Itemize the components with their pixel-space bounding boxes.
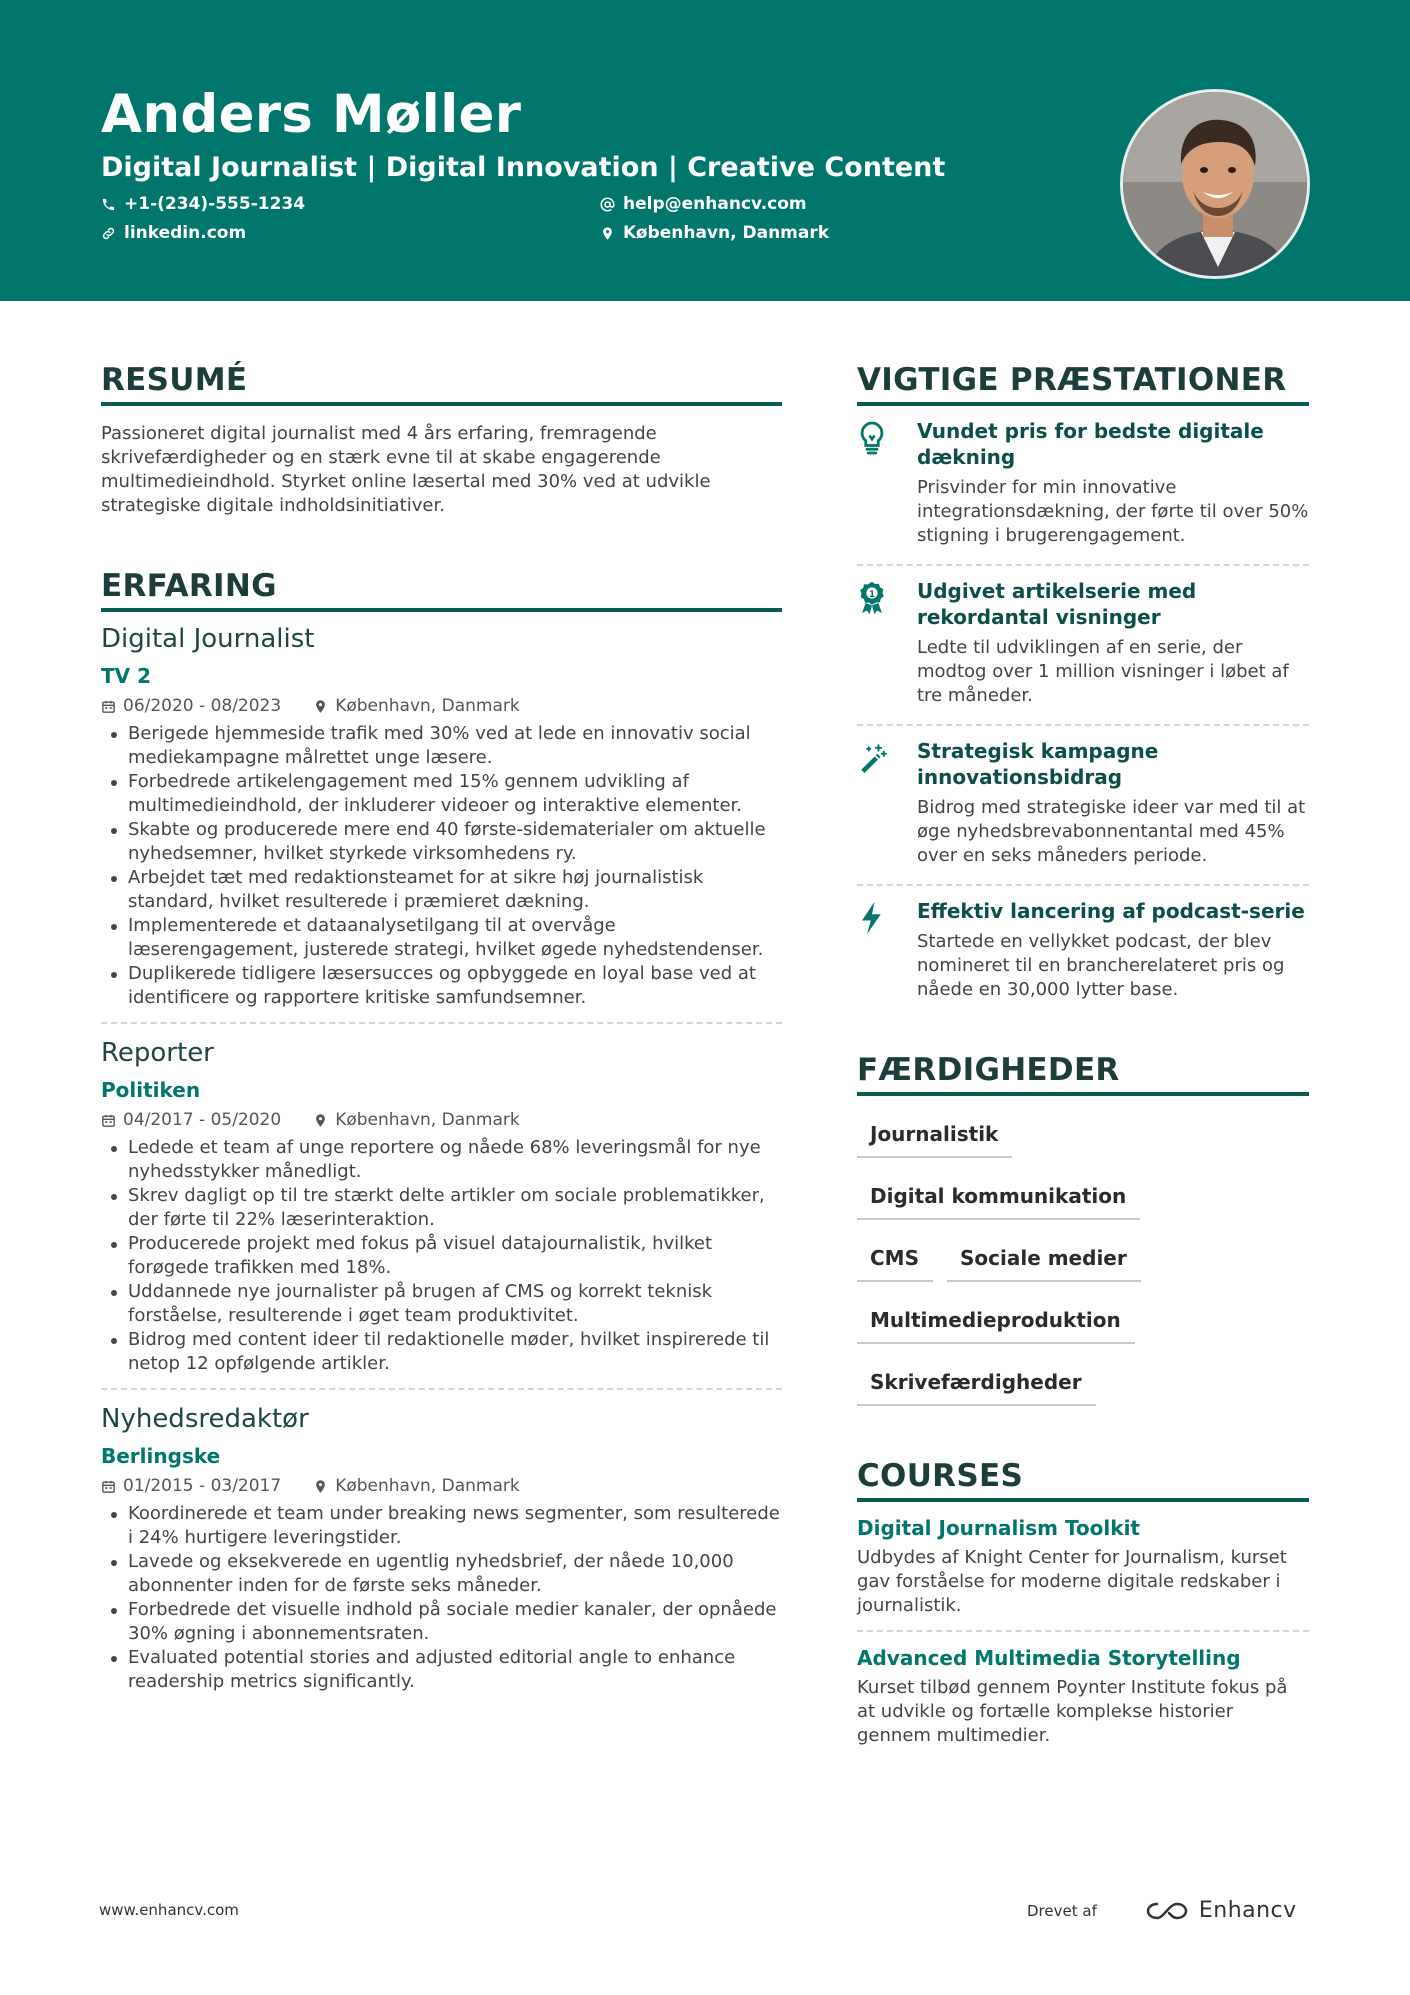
candidate-name: Anders Møller [101,84,522,145]
job-bullet: Forbedrede det visuelle indhold på sociale medier kanaler, der opnåede 30% øgning i abonnementsraten. [101,1598,782,1646]
job-location [313,1110,520,1130]
course-list [857,1502,1309,1760]
job-location [313,1476,520,1496]
achievement-item [857,726,1309,886]
location-pin-icon [313,699,328,714]
achievement-description: Prisvinder for min innovative integrationsdækning, der førte til over 50% stigning i brugerengagement. [917,477,1309,546]
lightbulb-icon [857,418,917,548]
infinity-logo-icon [1145,1900,1191,1922]
job-bullet: Arbejdet tæt med redaktionsteamet for at sikre høj journalistisk standard, hvilket resulterede i præmieret dækning. [101,866,782,914]
skill-tag: Journalistik [857,1110,1012,1158]
right-column [857,362,1309,1760]
calendar-icon [101,699,116,714]
job-meta [101,696,782,716]
job-company: TV 2 [101,664,151,688]
job-bullet: Duplikerede tidligere læsersucces og opbyggede en loyal base ved at identificere og rapportere kritiske samfundsemner. [101,962,782,1010]
job-bullets [101,722,782,1010]
footer-website[interactable]: www.enhancv.com [99,1901,239,1919]
summary-section [101,362,782,518]
location-pin-icon [313,1113,328,1128]
job-location-text: København, Danmark [335,1476,520,1496]
achievement-body [917,898,1309,1002]
location-text: København, Danmark [623,223,830,243]
calendar-icon [101,1113,116,1128]
achievement-title: Udgivet artikelserie med rekordantal visninger [917,579,1197,629]
achievement-body [917,578,1309,708]
contact-location [600,223,829,243]
job-bullet: Ledede et team af unge reportere og nåede 68% leveringsmål for nye nyhedsstykker månedligt. [101,1136,782,1184]
footer-branding [1027,1898,1297,1923]
job-location [313,696,520,716]
job-bullet: Evaluated potential stories and adjusted editorial angle to enhance readership metrics significantly. [101,1646,782,1694]
job-bullet: Bidrog med content ideer til redaktionelle møder, hvilket inspirerede til netop 12 opfølgende artikler. [101,1328,782,1376]
achievement-title: Vundet pris for bedste digitale dækning [917,419,1264,469]
magic-wand-icon [857,738,917,868]
course-description: Udbydes af Knight Center for Journalism, kurset gav forståelse for moderne digitale redskaber i journalistik. [857,1547,1287,1616]
brand-text: Enhancv [1198,1898,1297,1923]
achievement-title: Effektiv lancering af podcast-serie [917,899,1305,923]
achievement-description: Ledte til udviklingen af en serie, der modtog over 1 million visninger i løbet af tre måneder. [917,637,1289,706]
skill-tag: Skrivefærdigheder [857,1358,1096,1406]
job-location-text: København, Danmark [335,696,520,716]
link-icon [101,226,116,241]
courses-section [857,1458,1309,1760]
email-text: help@enhancv.com [623,194,807,214]
achievements-heading: VIGTIGE PRÆSTATIONER [857,362,1309,406]
job-bullet: Implementerede et dataanalysetilgang til at overvåge læserengagement, justerede strategi, hvilket øgede nyhedstendenser. [101,914,782,962]
contact-email[interactable] [600,194,807,214]
profile-photo [1120,89,1310,279]
course-description: Kurset tilbød gennem Poynter Institute fokus på at udvikle og fortælle komplekse historier gennem multimedier. [857,1677,1288,1746]
summary-heading: RESUMÉ [101,362,782,406]
lightning-bolt-icon [857,898,917,1002]
skill-tag: CMS [857,1234,933,1282]
achievement-description: Startede en vellykket podcast, der blev nomineret til en brancherelateret pris og nåede en 30,000 lytter base. [917,931,1285,1000]
skill-row [857,1296,1309,1358]
job-bullet: Forbedrede artikelengagement med 15% gennem udvikling af multimedieindhold, der inkluderer videoer og interaktive elementer. [101,770,782,818]
skill-row [857,1110,1309,1234]
skill-row [857,1234,1309,1296]
job-entry [101,1404,782,1694]
achievement-item [857,566,1309,726]
job-bullet: Skrev dagligt op til tre stærkt delte artikler om sociale problematikker, der førte til 22% læserinteraktion. [101,1184,782,1232]
achievement-list [857,406,1309,1018]
skill-tag: Sociale medier [947,1234,1141,1282]
achievement-description: Bidrog med strategiske ideer var med til at øge nyhedsbrevabonnentantal med 45% over en seks måneders periode. [917,797,1306,866]
linkedin-text: linkedin.com [124,223,247,243]
enhancv-logo[interactable] [1145,1898,1297,1923]
job-divider [101,1022,782,1024]
contact-phone[interactable] [101,194,305,214]
job-entry [101,624,782,1024]
job-divider [101,1388,782,1390]
job-location-text: København, Danmark [335,1110,520,1130]
job-bullet: Koordinerede et team under breaking news segmenter, som resulterede i 24% hurtigere leveringstider. [101,1502,782,1550]
job-bullet: Producerede projekt med fokus på visuel datajournalistik, hvilket forøgede trafikken med 18%. [101,1232,782,1280]
achievement-item [857,886,1309,1018]
phone-text: +1-(234)-555-1234 [124,194,306,214]
experience-heading: ERFARING [101,568,782,612]
job-title: Nyhedsredaktør [101,1404,309,1434]
skill-row [857,1358,1309,1420]
skill-list [857,1110,1309,1420]
course-title: Advanced Multimedia Storytelling [857,1646,1241,1670]
job-bullets [101,1136,782,1376]
job-title: Digital Journalist [101,624,315,654]
skill-tag: Digital kommunikation [857,1172,1140,1220]
job-entry [101,1038,782,1390]
job-meta [101,1476,782,1496]
left-column [101,362,782,1694]
job-meta [101,1110,782,1130]
job-title: Reporter [101,1038,214,1068]
skill-tag: Multimedieproduktion [857,1296,1135,1344]
job-dates: 04/2017 - 05/2020 [123,1110,282,1130]
phone-icon [101,197,116,212]
location-pin-icon [600,226,615,241]
achievements-section [857,362,1309,1018]
job-dates: 06/2020 - 08/2023 [123,696,282,716]
job-bullet: Skabte og producerede mere end 40 første-sidematerialer om aktuelle nyhedsemner, hvilket styrkede virksomhedens ry. [101,818,782,866]
job-bullet: Uddannede nye journalister på brugen af CMS og korrekt teknisk forståelse, resulterende i øget team produktivitet. [101,1280,782,1328]
resume-header [0,0,1410,301]
job-company: Politiken [101,1078,201,1102]
location-pin-icon [313,1479,328,1494]
skills-heading: FÆRDIGHEDER [857,1052,1309,1096]
svg-text:1: 1 [868,589,876,600]
achievement-title: Strategisk kampagne innovationsbidrag [917,739,1159,789]
job-dates: 01/2015 - 03/2017 [123,1476,282,1496]
achievement-item [857,406,1309,566]
course-item [857,1502,1309,1632]
powered-by-text: Drevet af [1027,1901,1097,1920]
achievement-body [917,418,1309,548]
at-sign-icon [600,197,615,212]
summary-text: Passioneret digital journalist med 4 års erfaring, fremragende skrivefærdigheder og en stærk evne til at skabe engagerende multimedieindhold. Styrket online læsertal med 30% ved at udvikle strategiske digitale indholdsinitiativer. [101,423,711,516]
experience-section [101,568,782,1694]
calendar-icon [101,1479,116,1494]
job-bullet: Berigede hjemmeside trafik med 30% ved at lede en innovativ social mediekampagne målrettet unge læsere. [101,722,782,770]
job-list [101,624,782,1694]
candidate-headline: Digital Journalist | Digital Innovation | Creative Content [101,152,946,183]
job-company: Berlingske [101,1444,221,1468]
courses-heading: COURSES [857,1458,1309,1502]
skills-section [857,1052,1309,1420]
course-title: Digital Journalism Toolkit [857,1516,1140,1540]
contact-linkedin[interactable] [101,223,246,243]
achievement-body [917,738,1309,868]
job-bullet: Lavede og eksekverede en ugentlig nyhedsbrief, der nåede 10,000 abonnenter inden for de første seks måneder. [101,1550,782,1598]
award-ribbon-icon [857,578,917,708]
course-item [857,1632,1309,1760]
job-bullets [101,1502,782,1694]
